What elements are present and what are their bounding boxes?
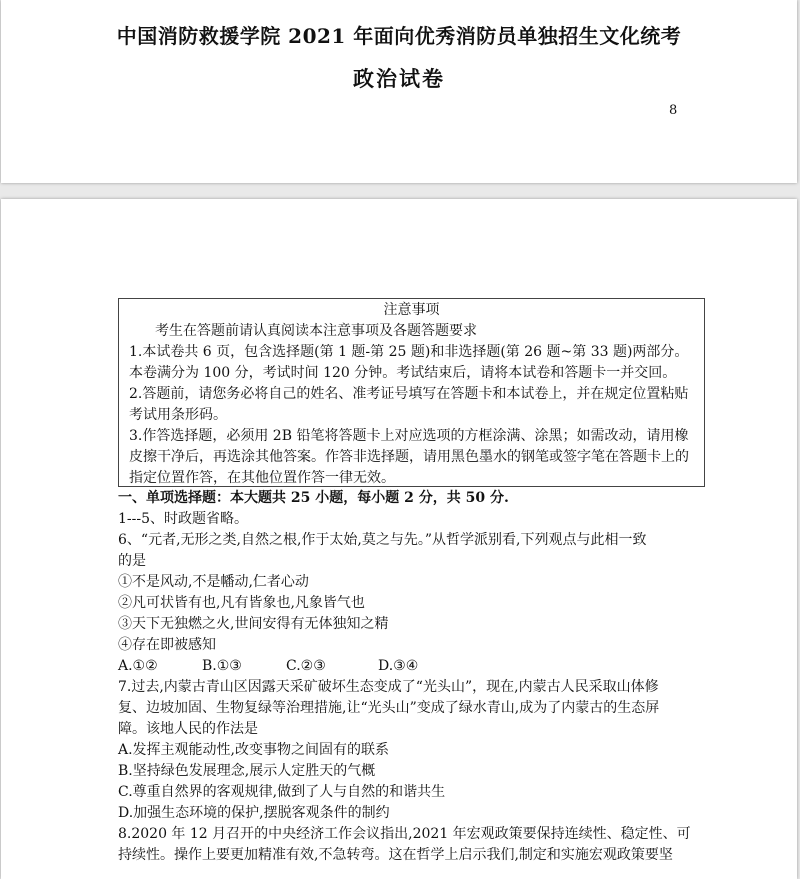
question-7-option: D.加强生态环境的保护,摆脱客观条件的制约 [118,805,390,821]
notice-item: 1.本试卷共 6 页，包含选择题(第 1 题-第 25 题)和非选择题(第 26 题~第 33 题)两部分。本卷满分为 100 分，考试时间 120 分钟。考试结束后，请将本试卷和答题卡一并交回。 [129,344,689,381]
exam-title: 中国消防救援学院 2021 年面向优秀消防员单独招生文化统考 [116,24,682,48]
question-6-stem-cont: 的是 [118,553,146,569]
question-6-options [118,656,718,677]
notice-intro: 考生在答题前请认真阅读本注意事项及各题答题要求 [155,323,477,339]
question-6-statement: ②凡可状皆有也,凡有皆象也,凡象皆气也 [118,595,365,611]
question-7-option: A.发挥主观能动性,改变事物之间固有的联系 [118,742,390,758]
question-6-statement: ③天下无独燃之火,世间安得有无体独知之精 [118,616,389,632]
section-heading: 一、单项选择题：本大题共 25 小题，每小题 2 分，共 50 分. [118,490,509,506]
question-body [118,488,718,866]
notice-item: 3.作答选择题，必须用 2B 铅笔将答题卡上对应选项的方框涂满、涂黑；如需改动，请用橡皮擦干净后，再选涂其他答案。作答非选择题，请用黑色墨水的钢笔或签字笔在答题卡上的指定位置作答，在其他位置作答一律无效。 [129,428,689,486]
question-8-stem-cont: 持续性。操作上要更加精准有效,不急转弯。这在哲学上启示我们,制定和实施宏观政策要坚 [118,847,673,863]
question-6-stem: 6、“元者,无形之类,自然之根,作于太始,莫之与先。”从哲学派别看,下列观点与此相一致 [118,532,647,548]
notice-box [118,298,705,487]
question-8-stem: 8.2020 年 12 月召开的中央经济工作会议指出,2021 年宏观政策要保持连续性、稳定性、可 [118,826,691,842]
notice-item: 2.答题前，请您务必将自己的姓名、准考证号填写在答题卡和本试卷上，并在规定位置粘贴考试用条形码。 [129,386,689,423]
question-7-stem-cont: 障。该地人民的作法是 [118,721,258,737]
question-7-option: B.坚持绿色发展理念,展示人定胜天的气概 [118,763,376,779]
option-b: B.①③ [202,658,242,674]
question-6-statement: ④存在即被感知 [118,637,216,653]
option-a: A.①② [118,658,158,674]
section-note: 1---5、时政题省略。 [118,511,249,527]
option-c: C.②③ [286,658,326,674]
question-6-statement: ①不是风动,不是幡动,仁者心动 [118,574,309,590]
page-number: 8 [669,103,678,118]
question-7-option: C.尊重自然界的客观规律,做到了人与自然的和谐共生 [118,784,446,800]
document-page-1 [1,0,797,183]
option-d: D.③④ [378,658,419,674]
exam-subtitle: 政治试卷 [353,66,445,91]
question-7-stem-cont: 复、边坡加固、生物复绿等治理措施,让“光头山”变成了绿水青山,成为了内蒙古的生态屏 [118,700,660,716]
notice-heading: 注意事项 [383,302,440,318]
question-7-stem: 7.过去,内蒙古青山区因露天采矿破坏生态变成了“光头山”，现在,内蒙古人民采取山体修 [118,679,659,695]
document-page-2 [1,199,797,879]
